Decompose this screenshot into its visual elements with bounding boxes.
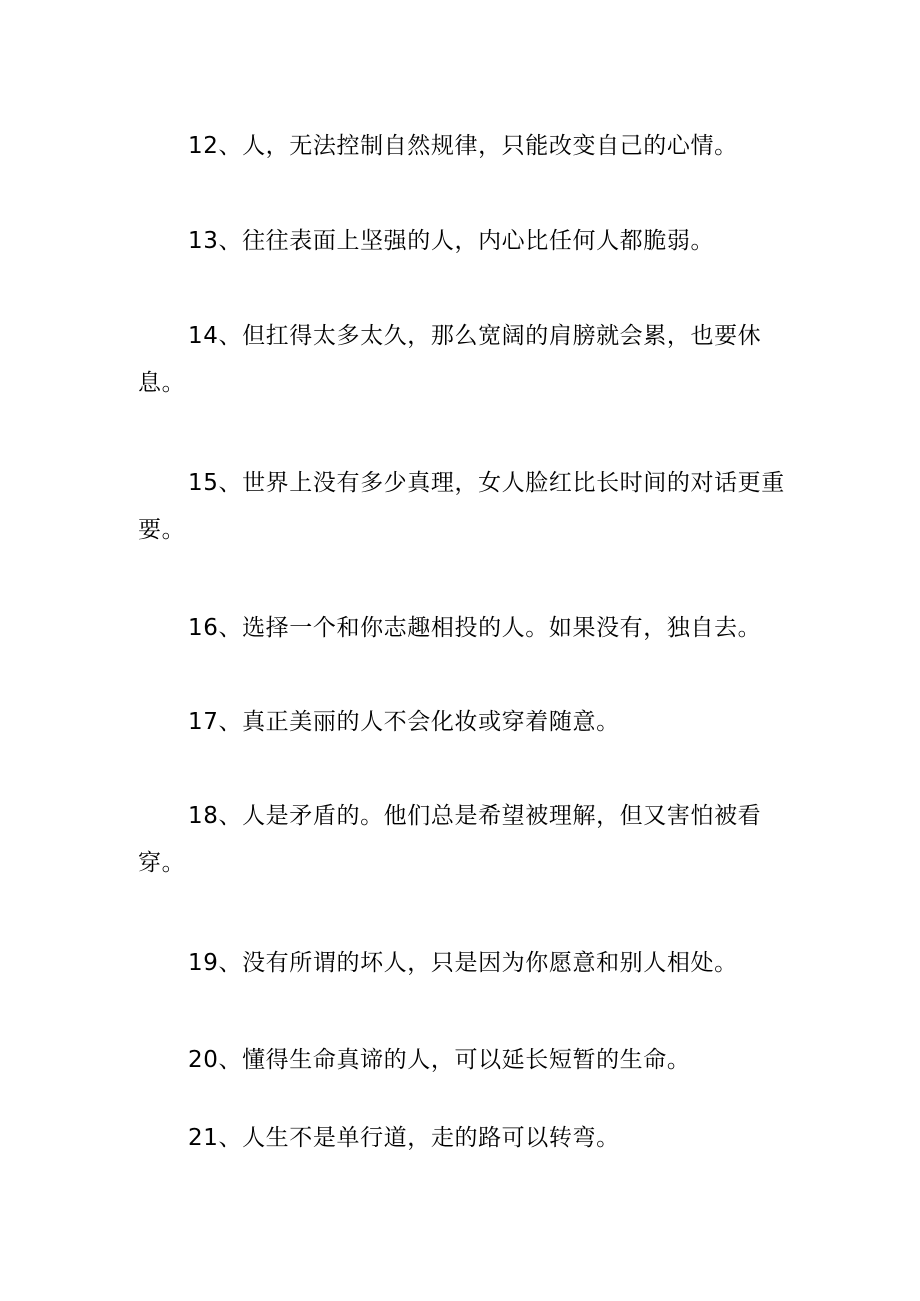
paragraph-14: 14、但扛得太多太久，那么宽阔的肩膀就会累，也要休息。 — [138, 323, 762, 396]
paragraph-15: 15、世界上没有多少真理，女人脸红比长时间的对话更重要。 — [138, 470, 785, 543]
paragraph-17: 17、真正美丽的人不会化妆或穿着随意。 — [188, 709, 620, 735]
paragraph-19: 19、没有所谓的坏人，只是因为你愿意和别人相处。 — [188, 950, 738, 976]
paragraph-20: 20、懂得生命真谛的人，可以延长短暂的生命。 — [188, 1047, 691, 1073]
paragraph-16: 16、选择一个和你志趣相投的人。如果没有，独自去。 — [188, 615, 762, 641]
paragraph-18: 18、人是矛盾的。他们总是希望被理解，但又害怕被看穿。 — [138, 803, 762, 876]
paragraph-13: 13、往往表面上坚强的人，内心比任何人都脆弱。 — [188, 228, 715, 254]
paragraph-21: 21、人生不是单行道，走的路可以转弯。 — [188, 1125, 620, 1151]
paragraph-12: 12、人，无法控制自然规律，只能改变自己的心情。 — [188, 133, 738, 159]
